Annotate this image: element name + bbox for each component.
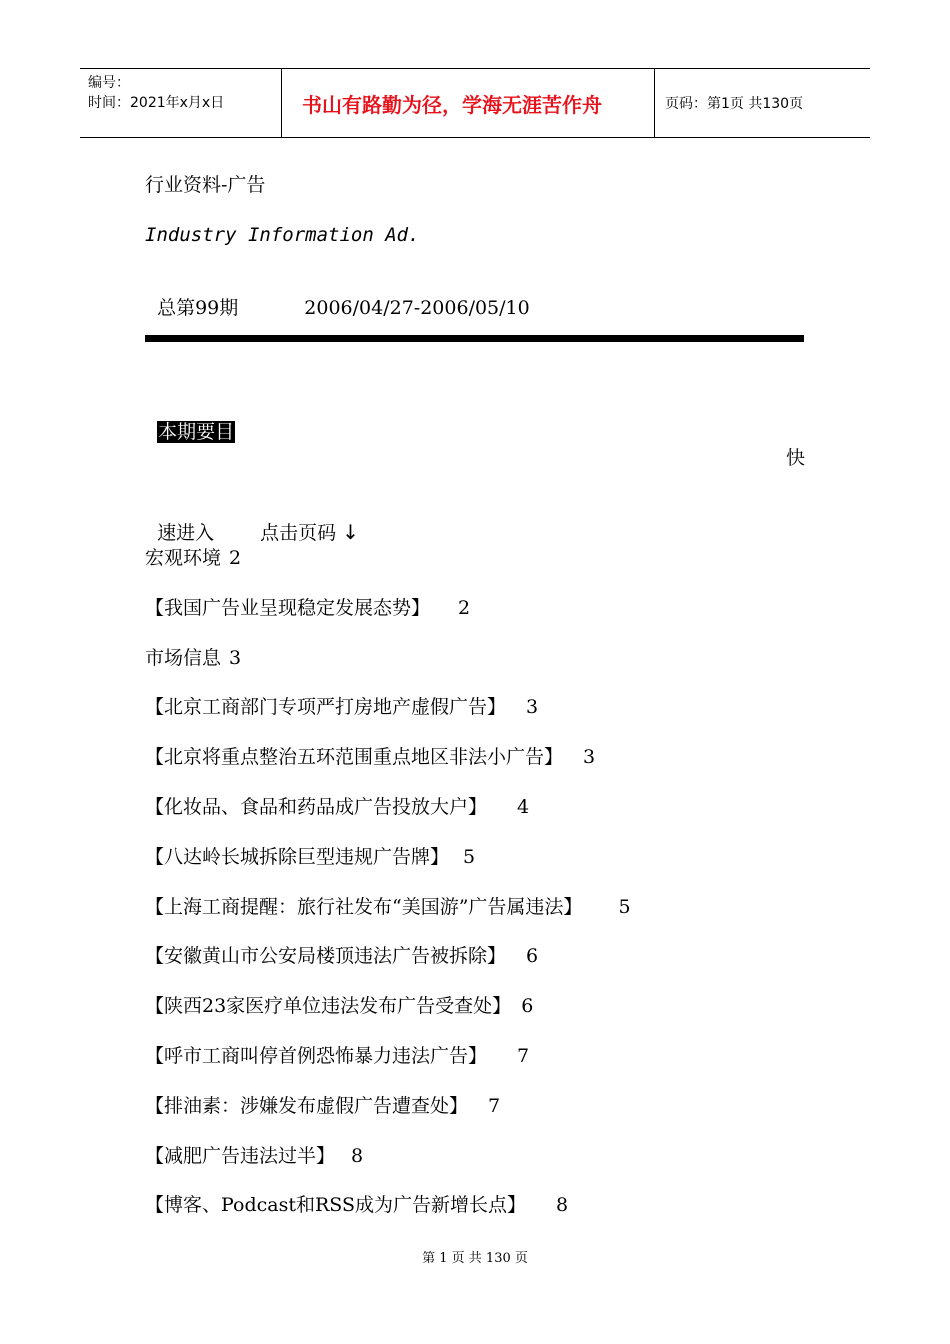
header-motto-cell [282,69,655,137]
document-header [80,68,870,138]
toc-item-page-link[interactable]: 5 [618,896,631,918]
toc-item-page-link[interactable]: 6 [526,945,539,967]
click-page-text: 点击页码 [260,522,337,544]
toc-item-title[interactable]: 【陕西23家医疗单位违法发布广告受查处】 [145,995,512,1017]
toc-item[interactable] [145,745,595,769]
doc-subtitle: Industry Information Ad. [145,224,420,246]
toc-item-title[interactable]: 【安徽黄山市公安局楼顶违法广告被拆除】 [145,945,507,967]
toc-item-page-link[interactable]: 5 [463,846,476,868]
toc-item-page-link[interactable]: 6 [521,995,534,1017]
toc-item-title[interactable]: 【北京工商部门专项严打房地产虚假广告】 [145,696,507,718]
toc-item[interactable] [145,845,475,869]
toc-item-page-link[interactable]: 8 [555,1194,569,1216]
page-footer: 第 1 页 共 130 页 [422,1251,528,1266]
header-meta-cell [80,69,282,137]
toc-item[interactable] [145,546,241,570]
toc-item-page-link[interactable]: 2 [229,547,242,569]
toc-item-title[interactable]: 【北京将重点整治五环范围重点地区非法小广告】 [145,746,564,768]
toc-item-title[interactable]: 宏观环境 [145,547,222,569]
quick-entry-text: 速进入 [157,522,215,544]
toc-item[interactable] [145,944,538,968]
toc-item-page-link[interactable]: 8 [351,1145,364,1167]
toc-item-page-link[interactable]: 7 [488,1095,501,1117]
down-arrow-icon: ↓ [342,520,359,544]
toc-item-title[interactable]: 【八达岭长城拆除巨型违规广告牌】 [145,846,450,868]
toc-item-page-link[interactable]: 2 [458,597,471,619]
toc-item[interactable] [145,646,241,670]
toc-item-title[interactable]: 【排油素：涉嫌发布虚假广告遭查处】 [145,1095,469,1117]
time-label: 时间：2021年x月x日 [88,95,225,111]
number-label: 编号： [88,75,130,91]
toc-item-page-link[interactable]: 4 [517,796,530,818]
toc-item[interactable] [145,1094,500,1118]
page-info: 页码：第1页 共130页 [665,96,804,112]
toc-item[interactable] [145,994,533,1018]
toc-item-title[interactable]: 【我国广告业呈现稳定发展态势】 [145,597,431,619]
doc-title: 行业资料-广告 [145,174,266,196]
toc-item-title[interactable]: 市场信息 [145,647,222,669]
toc-item-title[interactable]: 【博客、Podcast和RSS成为广告新增长点】 [145,1194,526,1216]
toc-heading: 本期要目 [158,421,235,443]
toc-item[interactable] [145,1193,568,1217]
toc-item-title[interactable]: 【化妆品、食品和药品成广告投放大户】 [145,796,488,818]
section-divider [145,335,804,342]
toc-item-title[interactable]: 【上海工商提醒：旅行社发布“美国游”广告属违法】 [145,896,583,918]
header-page-cell [655,69,870,137]
toc-heading-line [145,396,235,444]
toc-item[interactable] [145,795,529,819]
toc-item[interactable] [145,596,470,620]
toc-item-page-link[interactable]: 3 [229,647,242,669]
toc-item[interactable] [145,1044,529,1068]
motto-text: 书山有路勤为径，学海无涯苦作舟 [302,92,602,117]
toc-item[interactable] [145,695,538,719]
toc-item-title[interactable]: 【呼市工商叫停首例恐怖暴力违法广告】 [145,1045,488,1067]
toc-item-page-link[interactable]: 3 [583,746,596,768]
quick-entry-char: 快 [786,447,806,469]
toc-item[interactable] [145,1144,363,1168]
quick-entry-line [145,496,359,545]
issue-line [145,272,530,320]
toc-item[interactable] [145,895,631,919]
issue-date-range: 2006/04/27-2006/05/10 [304,297,530,319]
toc-item-title[interactable]: 【减肥广告违法过半】 [145,1145,336,1167]
issue-number: 总第99期 [157,297,239,319]
toc-item-page-link[interactable]: 7 [517,1045,530,1067]
toc-item-page-link[interactable]: 3 [526,696,539,718]
